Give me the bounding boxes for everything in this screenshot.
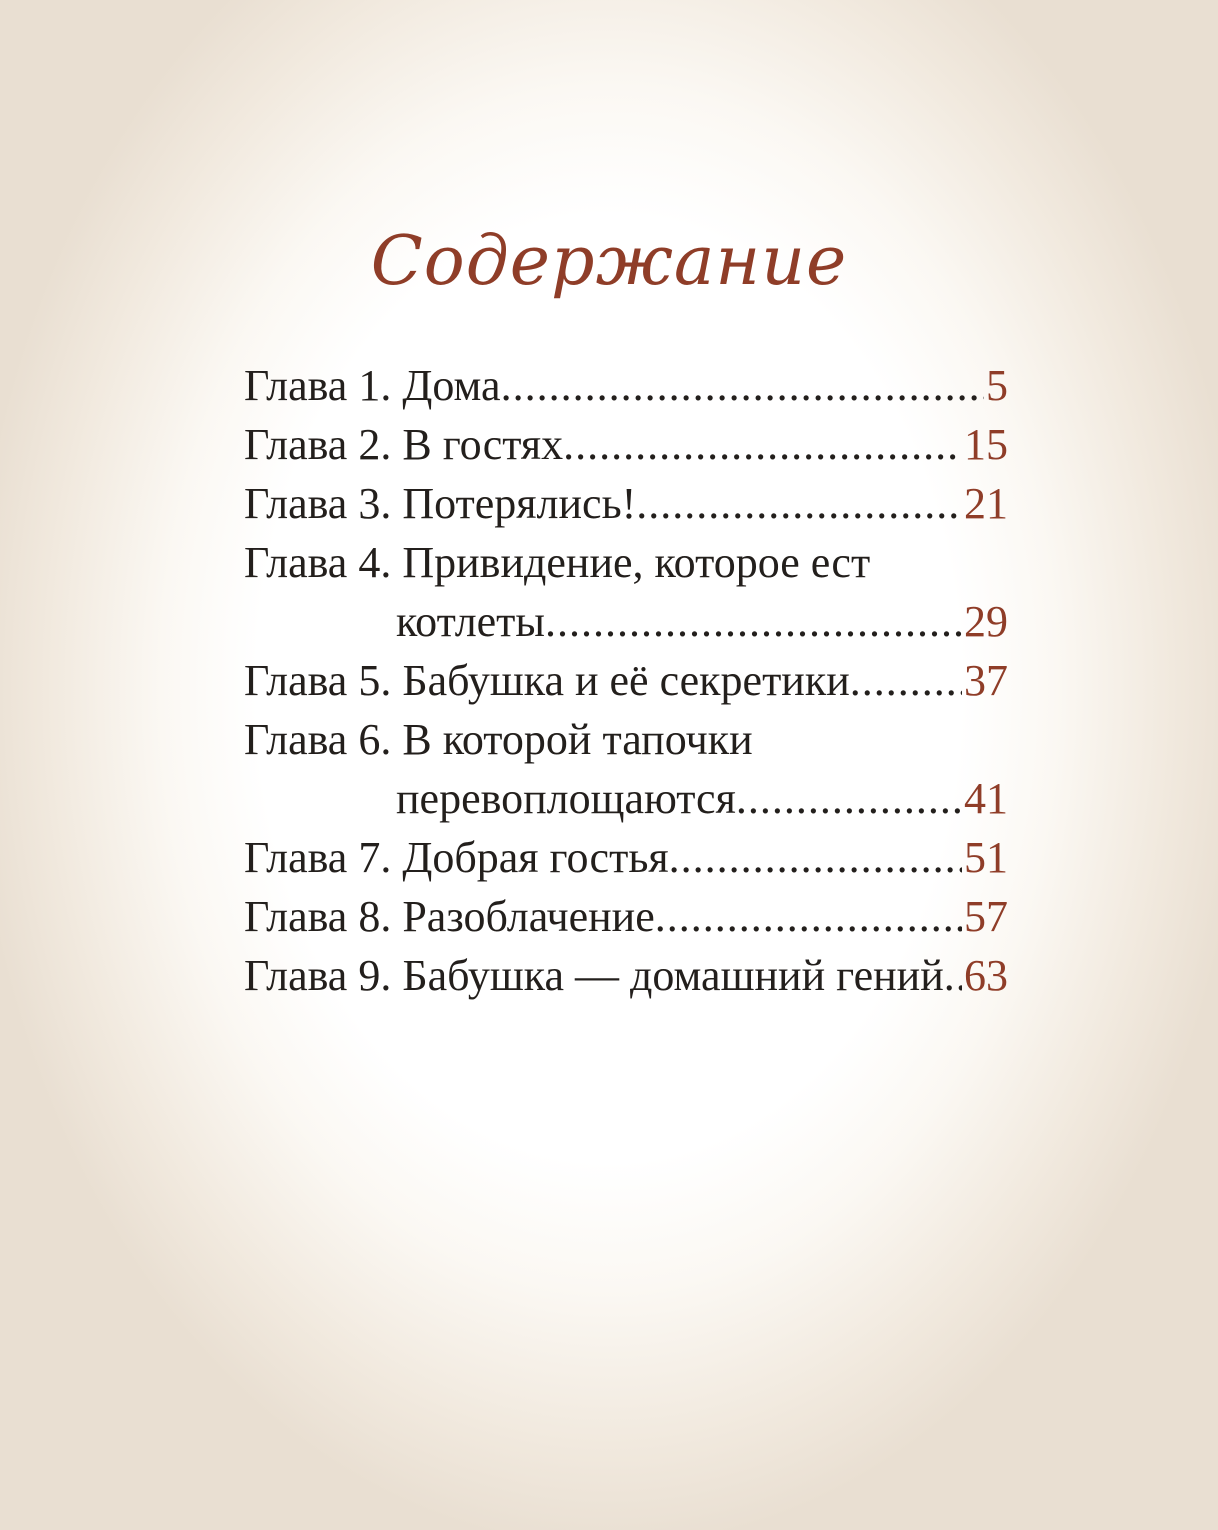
- page-title: Содержание: [370, 222, 848, 301]
- toc-entry-title: Глава 9. Бабушка — домашний гений: [244, 951, 944, 1000]
- toc-page-number: 51: [964, 833, 1008, 882]
- toc-entry-7[interactable]: [244, 828, 1008, 887]
- toc-entry-4[interactable]: [244, 533, 1008, 592]
- toc-entry-8[interactable]: [244, 887, 1008, 946]
- toc-entry-title: Глава 2. В гостях: [244, 420, 564, 469]
- dot-leader: [655, 887, 962, 946]
- toc-entry-title: Глава 6. В которой тапочки: [244, 715, 753, 764]
- toc-entry-title: Глава 3. Потерялись!: [244, 479, 637, 528]
- toc-entry-title: Глава 4. Привидение, которое ест: [244, 538, 871, 587]
- toc-entry-2[interactable]: [244, 415, 1008, 474]
- toc-entry-3[interactable]: [244, 474, 1008, 533]
- dot-leader: [669, 828, 962, 887]
- dot-leader: [563, 415, 962, 474]
- toc-page-number: 21: [964, 479, 1008, 528]
- toc-entry-4-continuation[interactable]: [244, 592, 1008, 651]
- toc-entry-1[interactable]: [244, 356, 1008, 415]
- toc-page-number: 57: [964, 892, 1008, 941]
- toc-entry-title-continuation: перевоплощаются: [396, 774, 736, 823]
- dot-leader: [850, 651, 962, 710]
- toc-page-number: 15: [964, 420, 1008, 469]
- toc-entry-title: Глава 1. Дома: [244, 361, 501, 410]
- dot-leader: [545, 592, 962, 651]
- toc-entry-5[interactable]: [244, 651, 1008, 710]
- toc-entry-title-continuation: котлеты: [396, 597, 545, 646]
- toc-entry-6[interactable]: [244, 710, 1008, 769]
- toc-page-number: 41: [964, 774, 1008, 823]
- dot-leader: [501, 356, 984, 415]
- dot-leader: [736, 769, 962, 828]
- toc-page-number: 37: [964, 656, 1008, 705]
- toc-page-number: 29: [964, 597, 1008, 646]
- toc-entry-title: Глава 7. Добрая гостья: [244, 833, 669, 882]
- toc-entry-title: Глава 5. Бабушка и её секретики: [244, 656, 850, 705]
- toc-page-number: 5: [986, 361, 1008, 410]
- dot-leader: [944, 946, 962, 1005]
- toc-entry-6-continuation[interactable]: [244, 769, 1008, 828]
- toc-page-number: 63: [964, 951, 1008, 1000]
- toc-entry-title: Глава 8. Разоблачение: [244, 892, 655, 941]
- dot-leader: [636, 474, 962, 533]
- toc-entry-9[interactable]: [244, 946, 1008, 1005]
- table-of-contents: [244, 356, 1008, 1005]
